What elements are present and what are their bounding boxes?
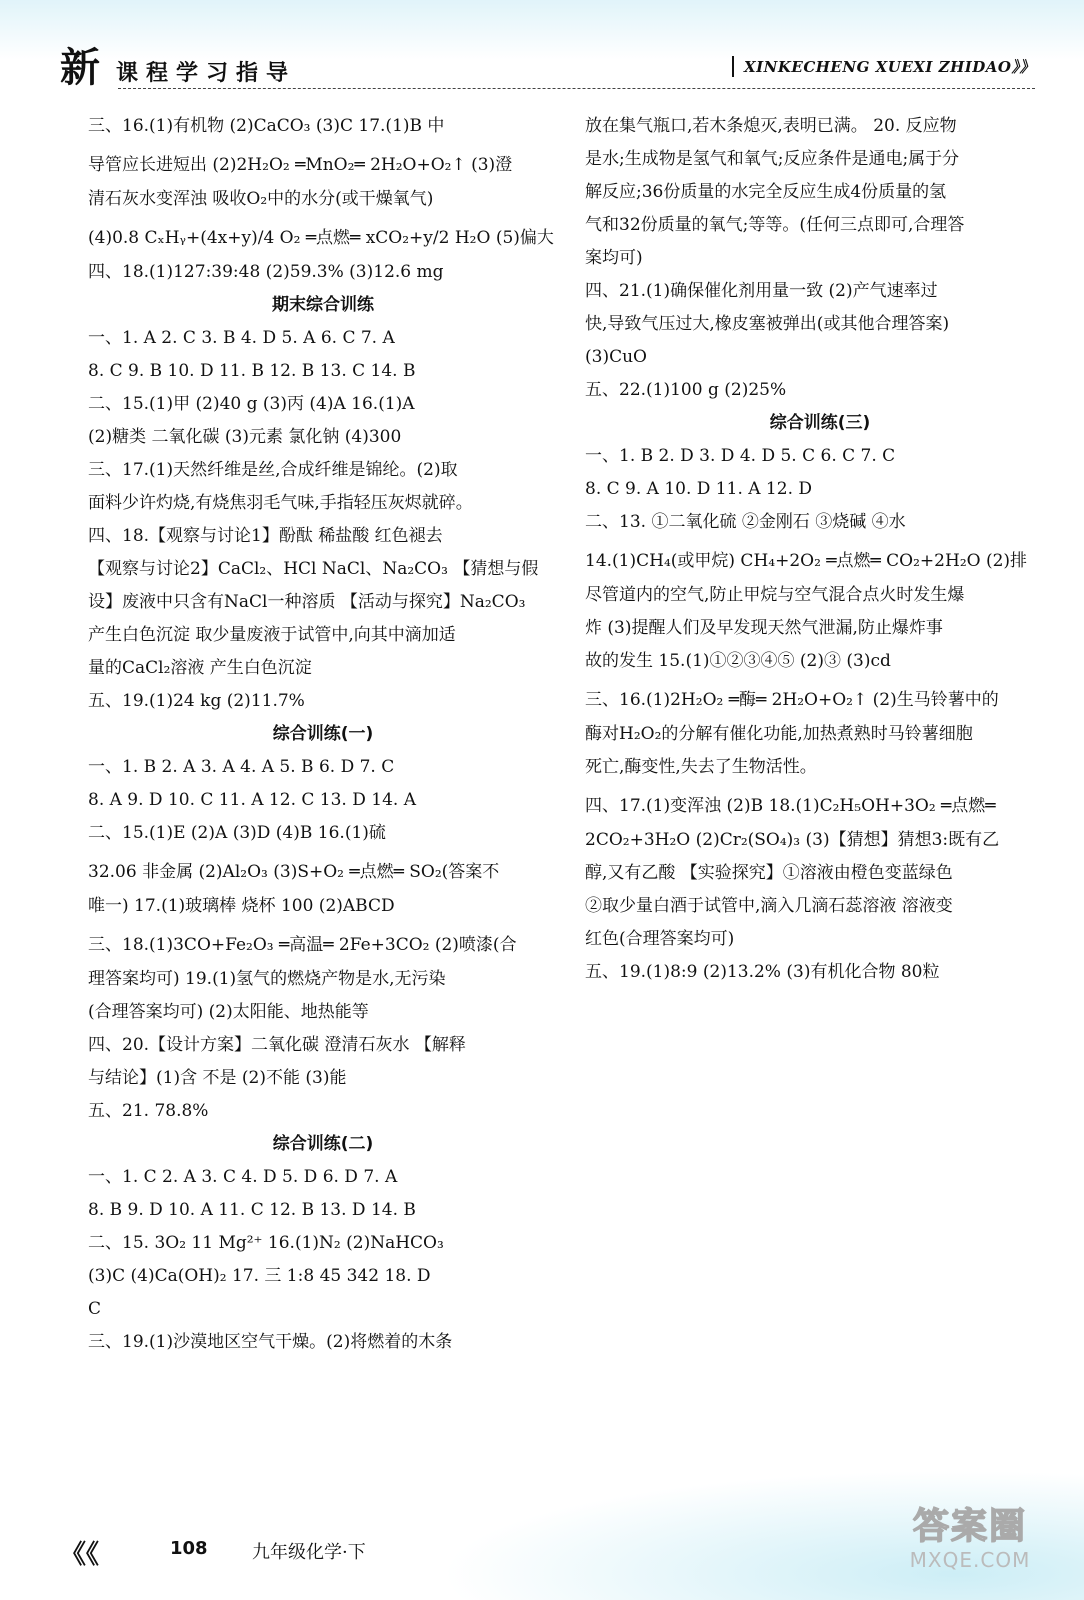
answer-line: 二、15.(1)甲 (2)40 g (3)丙 (4)A 16.(1)A (88, 394, 415, 414)
right-column (585, 110, 1055, 989)
answer-line: 是水;生成物是氢气和氧气;反应条件是通电;属于分 (585, 149, 960, 169)
answer-line: 一、1. A 2. C 3. B 4. D 5. A 6. C 7. A (88, 328, 395, 348)
answer-line: 解反应;36份质量的水完全反应生成4份质量的氢 (585, 182, 947, 202)
answer-line: 故的发生 15.(1)①②③④⑤ (2)③ (3)cd (585, 651, 891, 671)
answer-line: (3)C (4)Ca(OH)₂ 17. 三 1:8 45 342 18. D (88, 1266, 431, 1286)
answer-line: 面料少许灼烧,有烧焦羽毛气味,手指轻压灰烬就碎。 (88, 493, 473, 513)
answer-line: 案均可) (585, 248, 643, 268)
answer-line: 四、20.【设计方案】二氧化碳 澄清石灰水 【解释 (88, 1035, 466, 1055)
answer-line: 一、1. B 2. A 3. A 4. A 5. B 6. D 7. C (88, 757, 395, 777)
answer-line: 2CO₂+3H₂O (2)Cr₂(SO₄)₃ (3)【猜想】猜想3:既有乙 (585, 830, 1000, 850)
watermark-url: MXQE.COM (909, 1548, 1031, 1572)
answer-line: 气和32份质量的氧气;等等。(任何三点即可,合理答 (585, 215, 965, 235)
answer-line: 14.(1)CH₄(或甲烷) CH₄+2O₂ ═点燃═ CO₂+2H₂O (2)排 (585, 551, 1028, 571)
answer-line: 四、17.(1)变浑浊 (2)B 18.(1)C₂H₅OH+3O₂ ═点燃═ (585, 796, 996, 816)
answer-line: 三、19.(1)沙漠地区空气干燥。(2)将燃着的木条 (88, 1332, 453, 1352)
answer-line: 二、13. ①二氧化硫 ②金刚石 ③烧碱 ④水 (585, 512, 906, 532)
page-footer (60, 1534, 560, 1574)
answer-line: 【观察与讨论2】CaCl₂、HCl NaCl、Na₂CO₃ 【猜想与假 (88, 559, 539, 579)
answer-line: 死亡,酶变性,失去了生物活性。 (585, 757, 817, 777)
double-chevron-left-icon: 《《 (60, 1540, 100, 1570)
answer-line: 8. A 9. D 10. C 11. A 12. C 13. D 14. A (88, 790, 416, 810)
answer-line: 四、21.(1)确保催化剂用量一致 (2)产气速率过 (585, 281, 938, 301)
answer-line: 8. B 9. D 10. A 11. C 12. B 13. D 14. B (88, 1200, 416, 1220)
answer-line: 五、19.(1)24 kg (2)11.7% (88, 691, 305, 711)
answer-line: 三、16.(1)有机物 (2)CaCO₃ (3)C 17.(1)B 中 (88, 116, 445, 136)
answer-line: 清石灰水变浑浊 吸收O₂中的水分(或干燥氧气) (88, 189, 434, 209)
watermark-logo (880, 1498, 1060, 1588)
series-logo-character: 新 (60, 44, 100, 91)
answer-line: 一、1. C 2. A 3. C 4. D 5. D 6. D 7. A (88, 1167, 398, 1187)
answer-line: 五、19.(1)8:9 (2)13.2% (3)有机化合物 80粒 (585, 962, 940, 982)
answer-line: 五、21. 78.8% (88, 1101, 209, 1121)
section-title: 综合训练(一) (272, 724, 374, 744)
answer-line: 红色(合理答案均可) (585, 929, 735, 949)
answer-line: 与结论】(1)含 不是 (2)不能 (3)能 (88, 1068, 347, 1088)
answer-line: 产生白色沉淀 取少量废液于试管中,向其中滴加适 (88, 625, 456, 645)
answer-line: 四、18.【观察与讨论1】酚酞 稀盐酸 红色褪去 (88, 526, 443, 546)
answer-line: 8. C 9. B 10. D 11. B 12. B 13. C 14. B (88, 361, 416, 381)
answer-line: 四、18.(1)127:39:48 (2)59.3% (3)12.6 mg (88, 262, 444, 282)
answer-line: 五、22.(1)100 g (2)25% (585, 380, 787, 400)
answer-line: 设】废液中只含有NaCl一种溶质 【活动与探究】Na₂CO₃ (88, 592, 526, 612)
section-title: 综合训练(三) (769, 413, 871, 433)
answer-line: 酶对H₂O₂的分解有催化功能,加热煮熟时马铃薯细胞 (585, 724, 973, 744)
page-header (60, 44, 1035, 94)
book-title: 九年级化学·下 (252, 1542, 366, 1563)
answer-line: 导管应长进短出 (2)2H₂O₂ ═MnO₂═ 2H₂O+O₂↑ (3)澄 (88, 155, 513, 175)
answer-line: C (88, 1299, 102, 1319)
left-column (88, 110, 558, 1359)
answer-line: ②取少量白酒于试管中,滴入几滴石蕊溶液 溶液变 (585, 896, 953, 916)
answer-line: 量的CaCl₂溶液 产生白色沉淀 (88, 658, 312, 678)
series-title: 课程学习指导 (116, 60, 297, 86)
answer-line: 三、17.(1)天然纤维是丝,合成纤维是锦纶。(2)取 (88, 460, 458, 480)
answer-line: 32.06 非金属 (2)Al₂O₃ (3)S+O₂ ═点燃═ SO₂(答案不 (88, 862, 500, 882)
answer-line: 三、16.(1)2H₂O₂ ═酶═ 2H₂O+O₂↑ (2)生马铃薯中的 (585, 690, 999, 710)
section-title: 期末综合训练 (272, 295, 374, 315)
answer-line: 二、15.(1)E (2)A (3)D (4)B 16.(1)硫 (88, 823, 386, 843)
answer-line: 放在集气瓶口,若木条熄灭,表明已满。 20. 反应物 (585, 116, 957, 136)
answer-line: 快,导致气压过大,橡皮塞被弹出(或其他合理答案) (585, 314, 950, 334)
answer-line: (2)糖类 二氧化碳 (3)元素 氯化钠 (4)300 (88, 427, 402, 447)
header-divider (118, 88, 1035, 89)
answer-line: (合理答案均可) (2)太阳能、地热能等 (88, 1002, 369, 1022)
answer-line: 8. C 9. A 10. D 11. A 12. D (585, 479, 813, 499)
watermark-text: 答案圈 (912, 1505, 1027, 1547)
answer-line: 炸 (3)提醒人们及早发现天然气泄漏,防止爆炸事 (585, 618, 943, 638)
series-pinyin-title: XINKECHENG XUEXI ZHIDAO》》 (732, 56, 1035, 77)
page-number: 108 (170, 1538, 208, 1559)
section-title: 综合训练(二) (272, 1134, 374, 1154)
answer-line: 二、15. 3O₂ 11 Mg²⁺ 16.(1)N₂ (2)NaHCO₃ (88, 1233, 444, 1253)
answer-line: 一、1. B 2. D 3. D 4. D 5. C 6. C 7. C (585, 446, 896, 466)
answer-line: 理答案均可) 19.(1)氢气的燃烧产物是水,无污染 (88, 969, 446, 989)
answer-line: 三、18.(1)3CO+Fe₂O₃ ═高温═ 2Fe+3CO₂ (2)喷漆(合 (88, 935, 517, 955)
answer-line: 醇,又有乙酸 【实验探究】①溶液由橙色变蓝绿色 (585, 863, 953, 883)
answer-line: (4)0.8 CₓHᵧ+(4x+y)/4 O₂ ═点燃═ xCO₂+y/2 H₂O (5)偏大 (88, 228, 554, 248)
answer-line: 尽管道内的空气,防止甲烷与空气混合点火时发生爆 (585, 585, 965, 605)
answer-line: (3)CuO (585, 347, 647, 367)
answer-line: 唯一) 17.(1)玻璃棒 烧杯 100 (2)ABCD (88, 896, 395, 916)
